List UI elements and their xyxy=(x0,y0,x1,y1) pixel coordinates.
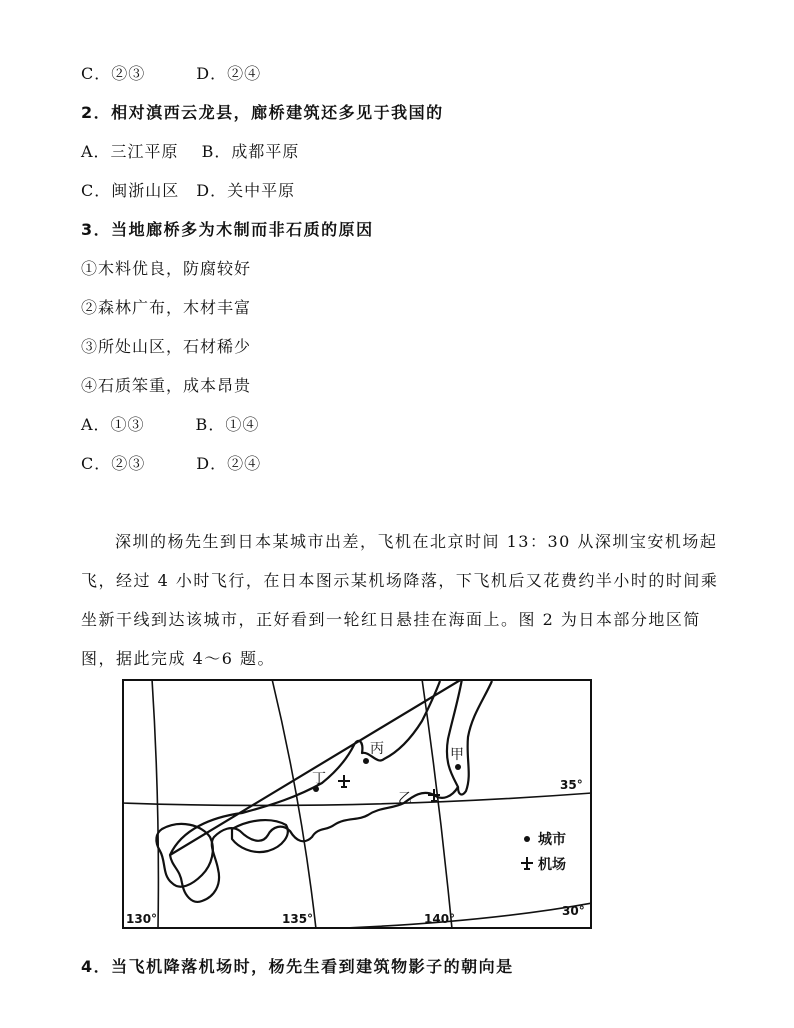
scenario-paragraph xyxy=(81,522,721,678)
q3-options-ab: A．①③ B．①④ xyxy=(81,415,260,434)
q2-options-cd: C．闽浙山区 D．关中平原 xyxy=(81,181,296,200)
legend-city-label: 城市 xyxy=(538,832,566,848)
q3-statement-4: ④石质笨重，成本昂贵 xyxy=(81,376,252,395)
label-jia: 甲 xyxy=(450,747,464,763)
q3-stem: 3．当地廊桥多为木制而非石质的原因 xyxy=(81,220,374,239)
legend-airport-label: 机场 xyxy=(538,857,566,873)
lon-label-130: 130° xyxy=(126,912,158,926)
scenario-text: 深圳的杨先生到日本某城市出差，飞机在北京时间 13：30 从深圳宝安机场起飞，经过 4 小时飞行，在日本图示某机场降落，下飞机后又花费约半小时的时间乘坐新干线到达该城市，正好看到一轮红日悬挂在海面上。图 2 为日本部分地区简图，据此完成 4～6 题。 xyxy=(81,532,719,668)
lat-label-30: 30° xyxy=(562,904,585,918)
q3-statement-3: ③所处山区，石材稀少 xyxy=(81,337,252,356)
lon-label-140: 140° xyxy=(424,912,456,926)
label-bing: 丙 xyxy=(370,741,384,757)
label-ding: 丁 xyxy=(312,771,326,787)
q3-options-cd: C．②③ D．②④ xyxy=(81,454,262,473)
japan-map xyxy=(122,679,592,929)
q4-stem: 4．当飞机降落机场时，杨先生看到建筑物影子的朝向是 xyxy=(81,957,514,976)
city-jia xyxy=(455,764,461,770)
label-yi: 乙 xyxy=(398,791,412,807)
q2-options-ab: A．三江平原 B．成都平原 xyxy=(81,142,300,161)
legend-city-icon xyxy=(524,836,530,842)
q1-options-cd: C．②③ D．②④ xyxy=(81,64,262,83)
lon-label-135: 135° xyxy=(282,912,314,926)
q2-stem: 2．相对滇西云龙县，廊桥建筑还多见于我国的 xyxy=(81,103,444,122)
q3-statement-1: ①木料优良，防腐较好 xyxy=(81,259,252,278)
q3-statement-2: ②森林广布，木材丰富 xyxy=(81,298,252,317)
city-bing xyxy=(363,758,369,764)
lat-label-35: 35° xyxy=(560,778,583,792)
